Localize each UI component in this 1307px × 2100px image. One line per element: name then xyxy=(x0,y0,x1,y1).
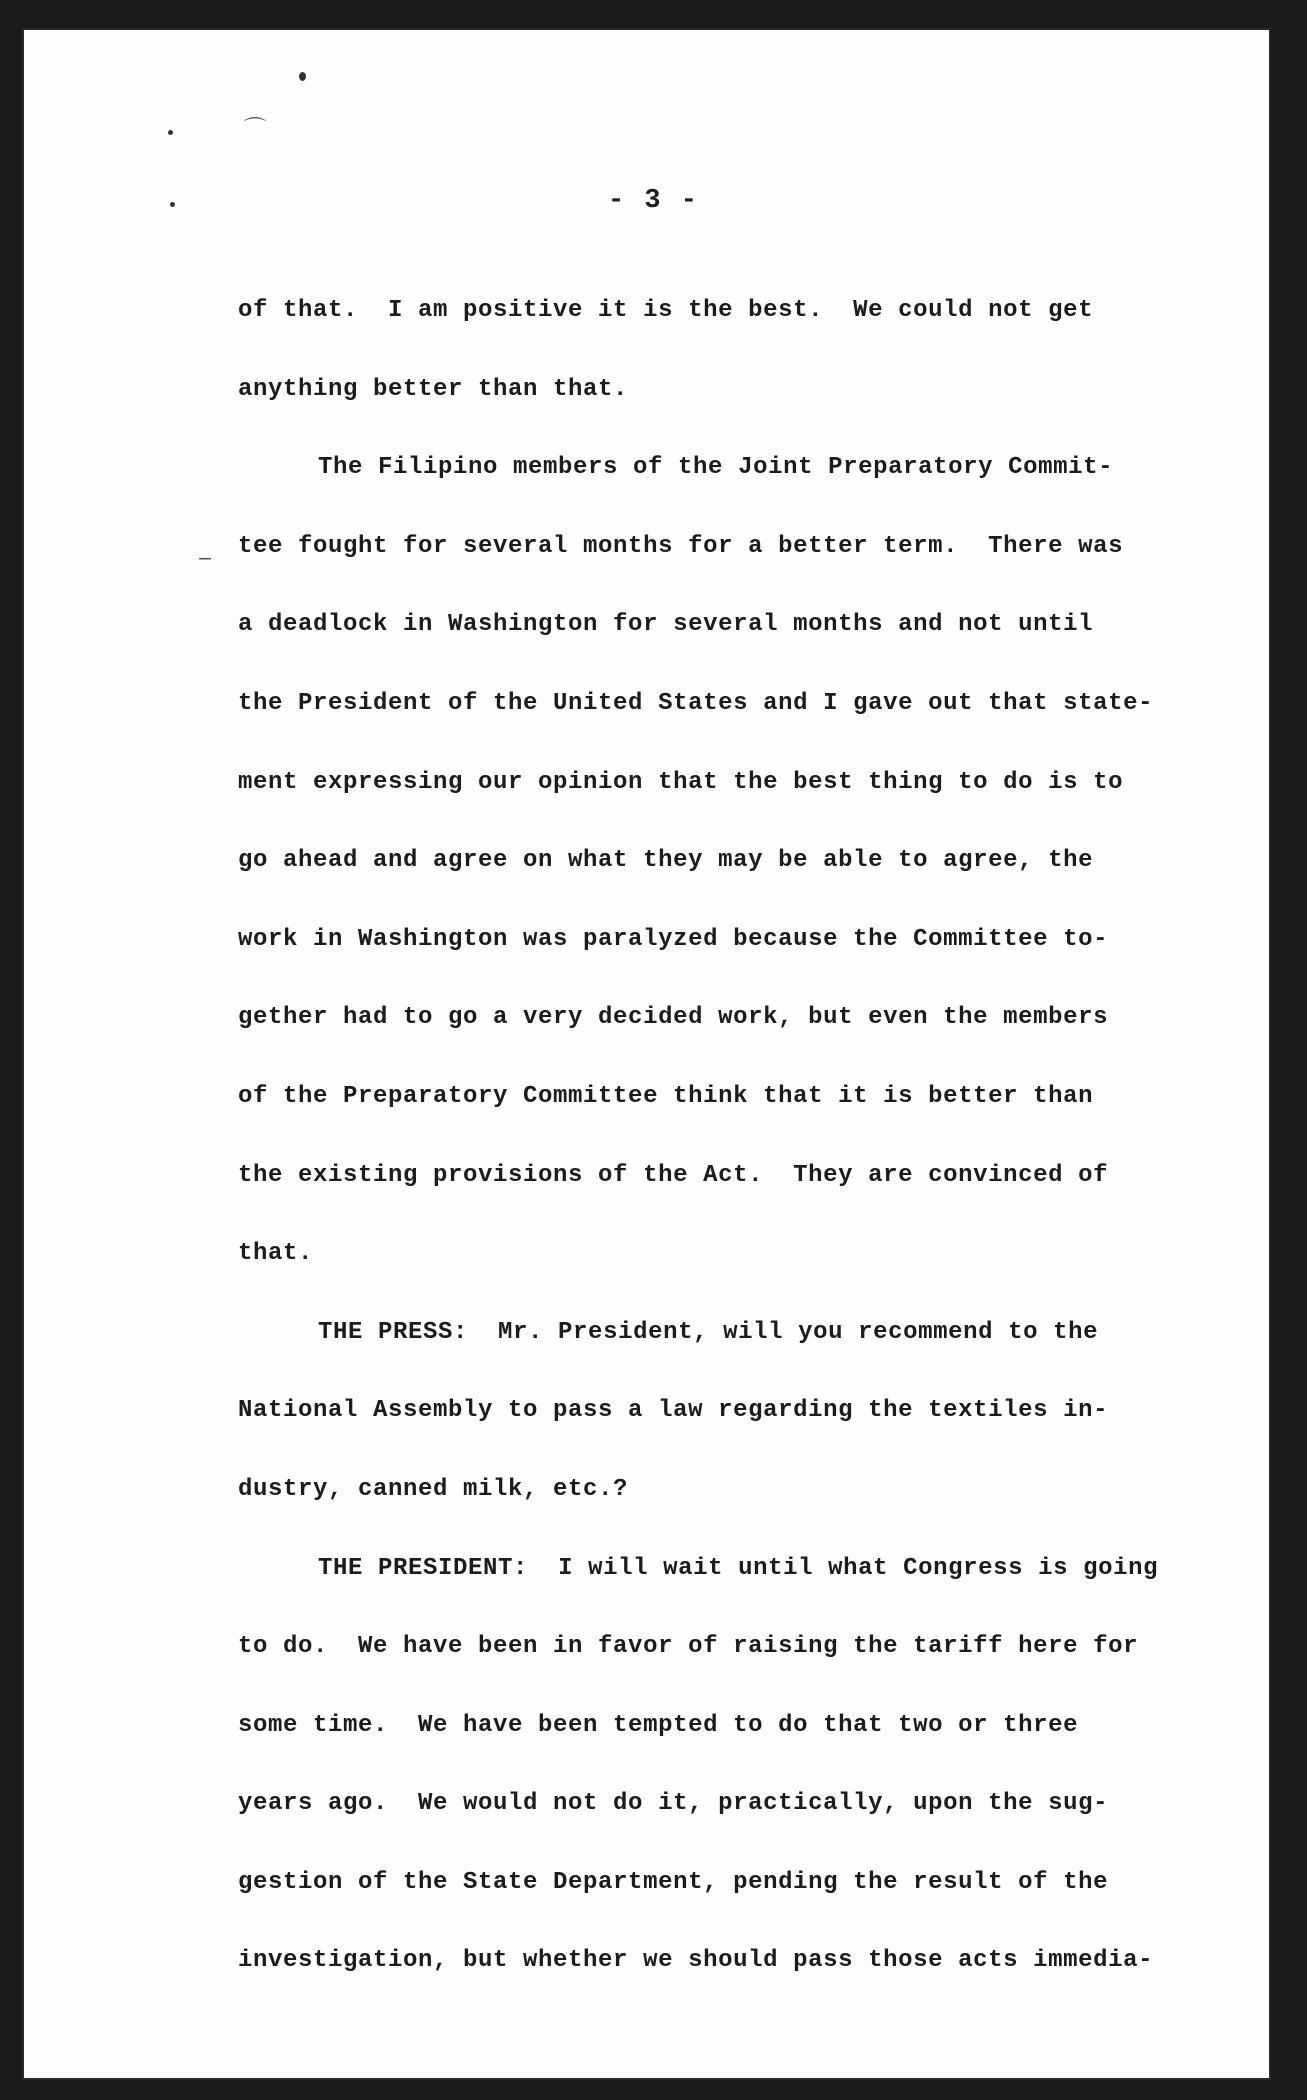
text-line: to do. We have been in favor of raising the tariff here for xyxy=(238,1633,1139,1661)
page-number: - 3 - xyxy=(607,186,699,216)
text-line: Mr. President, will you recommend to the xyxy=(498,1318,1099,1346)
text-line: go ahead and agree on what they may be able to agree, the xyxy=(238,847,1094,875)
text-line: tee fought for several months for a better term. There was xyxy=(238,532,1124,560)
margin-scribble: ⌒ xyxy=(244,117,267,142)
text-line: the President of the United States and I gave out that state- xyxy=(238,689,1154,717)
text-line: of the Preparatory Committee think that it is better than xyxy=(238,1082,1094,1110)
text-line: some time. We have been tempted to do that two or three xyxy=(238,1711,1079,1739)
text-line: the existing provisions of the Act. They are convinced of xyxy=(238,1161,1109,1189)
text-line: National Assembly to pass a law regarding the textiles in- xyxy=(238,1397,1109,1425)
text-line: of that. I am positive it is the best. We could not get xyxy=(238,297,1094,324)
text-line: dustry, canned milk, etc.? xyxy=(238,1475,629,1503)
text-line: anything better than that. xyxy=(238,375,629,403)
text-line: The Filipino members of the Joint Preparatory Commit- xyxy=(318,454,1114,482)
text-line: gether had to go a very decided work, but even the members xyxy=(238,1004,1109,1032)
ink-speck xyxy=(168,130,173,135)
speaker-line xyxy=(238,1314,1198,1393)
text-line: gestion of the State Department, pending the result of the xyxy=(238,1868,1109,1896)
text-line: work in Washington was paralyzed because the Committee to- xyxy=(238,925,1109,953)
margin-dash: ‒ xyxy=(198,546,212,571)
text-line: years ago. We would not do it, practically, upon the sug- xyxy=(238,1790,1109,1818)
text-line: ment expressing our opinion that the best thing to do is to xyxy=(238,768,1124,796)
speaker-label: THE PRESIDENT: xyxy=(318,1554,529,1582)
ink-speck xyxy=(299,72,306,81)
speaker-label: THE PRESS: xyxy=(318,1318,469,1346)
speaker-line xyxy=(238,1550,1198,1629)
text-line: a deadlock in Washington for several months and not until xyxy=(238,611,1094,639)
text-line: I will wait until what Congress is going xyxy=(558,1554,1159,1582)
text-line: that. xyxy=(238,1240,314,1268)
text-line: investigation, but whether we should pass those acts immedia- xyxy=(238,1947,1154,1975)
document-body xyxy=(238,292,1198,2021)
